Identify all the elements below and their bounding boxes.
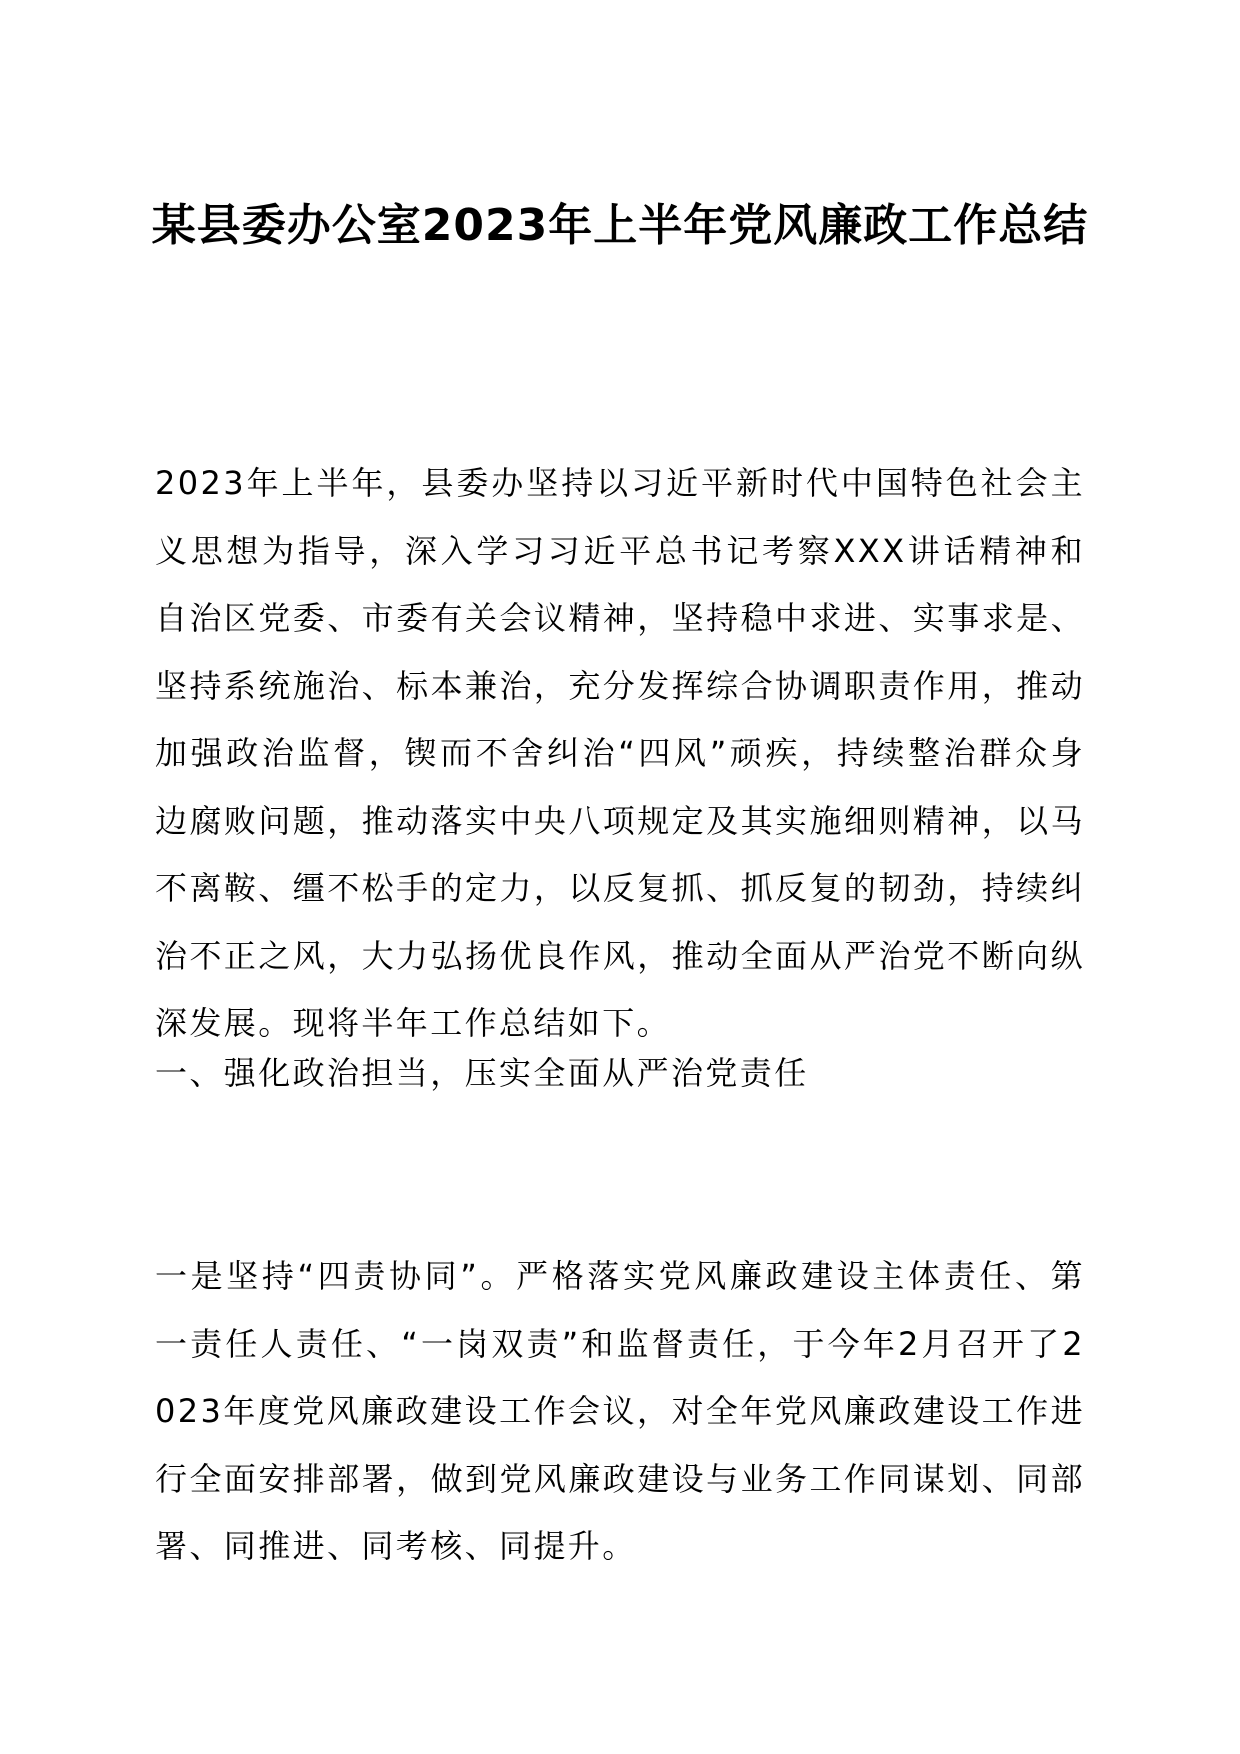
intro-paragraph: 2023年上半年，县委办坚持以习近平新时代中国特色社会主义思想为指导，深入学习习近平总书记考察XXX讲话精神和自治区党委、市委有关会议精神，坚持稳中求进、实事求是、坚持系统施治、标本兼治，充分发挥综合协调职责作用，推动加强政治监督，锲而不舍纠治“四风”顽疾，持续整治群众身边腐败问题，推动落实中央八项规定及其实施细则精神，以马不离鞍、缰不松手的定力，以反复抓、抓反复的韧劲，持续纠治不正之风，大力弘扬优良作风，推动全面从严治党不断向纵深发展。现将半年工作总结如下。 <box>155 464 1085 1042</box>
section-one-paragraph: 一是坚持“四责协同”。严格落实党风廉政建设主体责任、第一责任人责任、“一岗双责”和监督责任，于今年2月召开了2023年度党风廉政建设工作会议，对全年党风廉政建设工作进行全面安排部署，做到党风廉政建设与业务工作同谋划、同部署、同推进、同考核、同提升。 <box>155 1257 1085 1565</box>
section-one-heading: 一、强化政治担当，压实全面从严治党责任 <box>155 1054 809 1092</box>
document-title: 某县委办公室2023年上半年党风廉政工作总结 <box>151 200 1089 251</box>
